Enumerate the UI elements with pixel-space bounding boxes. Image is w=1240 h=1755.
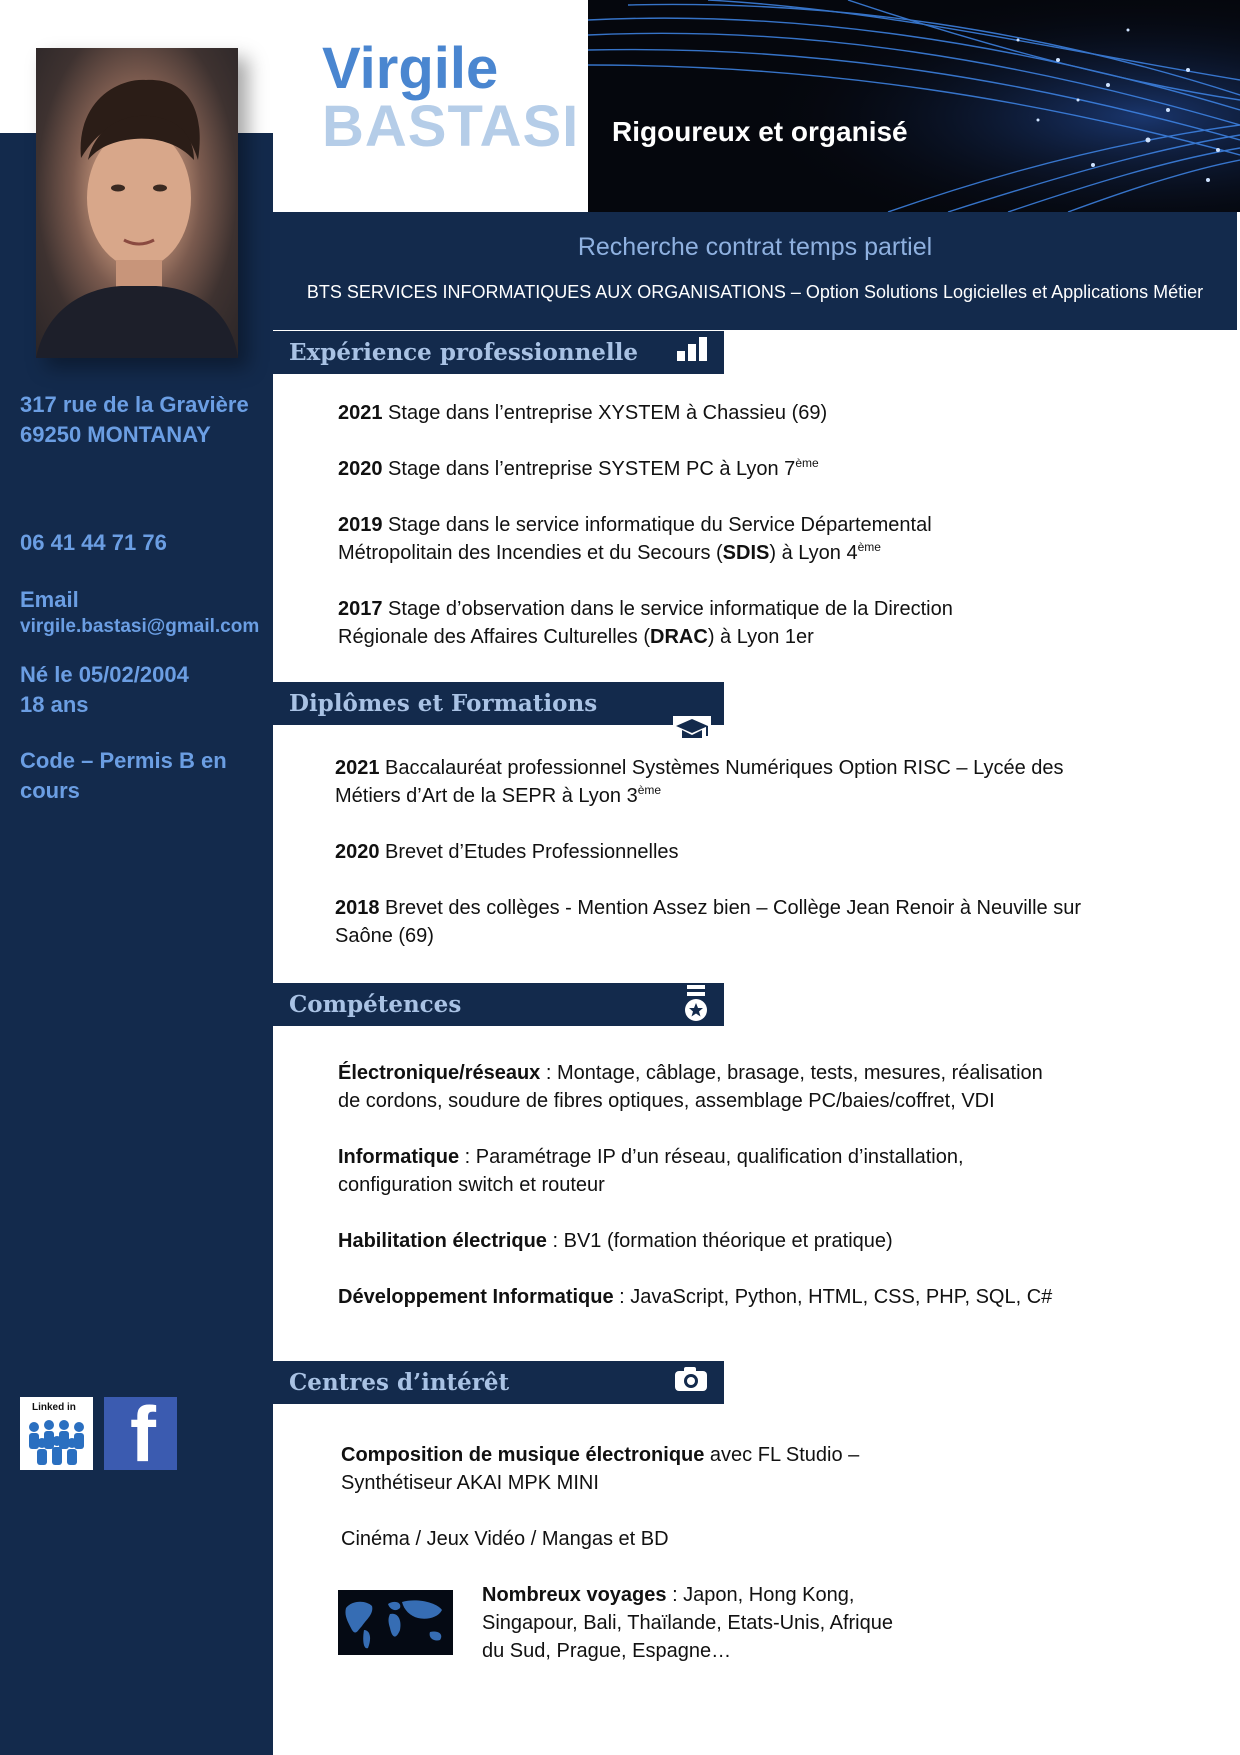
- address-line1: 317 rue de la Gravière: [20, 392, 249, 417]
- skill-text: configuration switch et routeur: [338, 1174, 605, 1196]
- education-year: 2018: [335, 897, 380, 919]
- email-address[interactable]: virgile.bastasi@gmail.com: [20, 616, 260, 637]
- camera-icon: [673, 1365, 709, 1393]
- section-interests-header: [273, 1361, 724, 1404]
- superscript: ème: [795, 456, 819, 470]
- tagline: Rigoureux et organisé: [612, 116, 908, 147]
- linkedin-icon[interactable]: [20, 1397, 93, 1470]
- section-skills-header: [273, 983, 724, 1026]
- interest-text: Singapour, Bali, Thaïlande, Etats-Unis, Afrique: [482, 1612, 893, 1634]
- education-item: [335, 754, 1064, 810]
- experience-item: [338, 399, 827, 427]
- skill-text: : JavaScript, Python, HTML, CSS, PHP, SQL, C#: [613, 1286, 1053, 1308]
- section-experience-header: [273, 331, 724, 374]
- experience-item: [338, 595, 953, 651]
- experience-year: 2017: [338, 598, 383, 620]
- medal-icon: [683, 985, 709, 1023]
- education-item: [335, 894, 1081, 950]
- interest-label: Nombreux voyages: [482, 1584, 667, 1606]
- interest-travel: [482, 1581, 893, 1665]
- education-year: 2020: [335, 841, 380, 863]
- experience-text: Stage d’observation dans le service informatique de la Direction: [382, 598, 953, 620]
- sidebar: [0, 133, 273, 1755]
- license-line2: cours: [20, 778, 80, 803]
- section-title: Centres d’intérêt: [289, 1369, 510, 1396]
- header-banner: [588, 0, 1240, 212]
- skill-text: : Montage, câblage, brasage, tests, mesures, réalisation: [540, 1062, 1043, 1084]
- experience-text: ) à Lyon 1er: [707, 626, 814, 648]
- skill-text: de cordons, soudure de fibres optiques, assemblage PC/baies/coffret, VDI: [338, 1090, 995, 1112]
- skill-text: : Paramétrage IP d’un réseau, qualification d’installation,: [459, 1146, 964, 1168]
- section-title: Expérience professionnelle: [289, 339, 639, 366]
- facebook-icon[interactable]: [104, 1390, 177, 1478]
- linkedin-label: Linked in: [32, 1402, 76, 1413]
- degree-subtitle: BTS SERVICES INFORMATIQUES AUX ORGANISATIONS – Option Solutions Logicielles et Applications Métier: [306, 282, 1204, 302]
- profile-photo: [36, 48, 238, 358]
- first-name: Virgile: [322, 36, 499, 101]
- contact-license: [20, 746, 227, 806]
- header-strip: [273, 212, 1237, 330]
- education-text: Brevet d’Etudes Professionnelles: [379, 841, 679, 863]
- experience-year: 2021: [338, 402, 383, 424]
- experience-acronym: DRAC: [650, 626, 708, 648]
- world-map-image: [338, 1590, 453, 1655]
- contact-birth: [20, 660, 189, 720]
- graduation-cap-icon: [673, 716, 711, 744]
- skill-item: [338, 1059, 1043, 1115]
- skill-label: Informatique: [338, 1146, 460, 1168]
- skill-item: [338, 1283, 1052, 1311]
- skill-item: [338, 1143, 964, 1199]
- superscript: ème: [637, 783, 662, 797]
- experience-text: Stage dans le service informatique du Service Départemental: [382, 514, 932, 536]
- experience-text: Stage dans l’entreprise SYSTEM PC à Lyon 7: [382, 458, 796, 480]
- contact-phone[interactable]: 06 41 44 71 76: [20, 530, 167, 555]
- interest-text: avec FL Studio –: [704, 1444, 860, 1466]
- skill-item: [338, 1227, 893, 1255]
- education-text: Baccalauréat professionnel Systèmes Numériques Option RISC – Lycée des: [379, 757, 1064, 779]
- education-text: Brevet des collèges - Mention Assez bien – Collège Jean Renoir à Neuville sur: [379, 897, 1081, 919]
- experience-item: [338, 455, 819, 483]
- experience-year: 2020: [338, 458, 383, 480]
- birth-date: Né le 05/02/2004: [20, 662, 189, 687]
- interest-text: du Sud, Prague, Espagne…: [482, 1640, 732, 1662]
- section-title: Compétences: [289, 991, 462, 1018]
- facebook-letter: f: [130, 1390, 156, 1478]
- experience-item: [338, 511, 932, 567]
- section-education-header: [273, 682, 724, 725]
- experience-acronym: SDIS: [722, 542, 770, 564]
- section-title: Diplômes et Formations: [289, 690, 598, 717]
- email-label: Email: [20, 587, 79, 612]
- education-text: Métiers d’Art de la SEPR à Lyon 3: [335, 785, 638, 807]
- last-name: BASTASI: [322, 94, 580, 159]
- interest-music: [341, 1441, 859, 1497]
- interest-text: Synthétiseur AKAI MPK MINI: [341, 1472, 599, 1494]
- experience-text: ) à Lyon 4: [769, 542, 858, 564]
- license-line1: Code – Permis B en: [20, 748, 227, 773]
- education-text: Saône (69): [335, 925, 434, 947]
- skill-text: : BV1 (formation théorique et pratique): [546, 1230, 893, 1252]
- address-line2: 69250 MONTANAY: [20, 422, 211, 447]
- interest-label: Composition de musique électronique: [341, 1444, 705, 1466]
- job-search-title: Recherche contrat temps partiel: [577, 233, 933, 261]
- superscript: ème: [857, 540, 881, 554]
- experience-text: Stage dans l’entreprise XYSTEM à Chassieu (69): [382, 402, 828, 424]
- education-item: [335, 838, 679, 866]
- skill-label: Habilitation électrique: [338, 1230, 547, 1252]
- age: 18 ans: [20, 692, 89, 717]
- experience-text: Régionale des Affaires Culturelles (: [338, 626, 651, 648]
- experience-text: Métropolitain des Incendies et du Secours (: [338, 542, 723, 564]
- interest-text: : Japon, Hong Kong,: [666, 1584, 855, 1606]
- education-year: 2021: [335, 757, 380, 779]
- contact-address: [20, 390, 249, 450]
- skill-label: Développement Informatique: [338, 1286, 614, 1308]
- experience-year: 2019: [338, 514, 383, 536]
- contact-email[interactable]: [20, 585, 259, 639]
- bar-chart-icon: [675, 335, 709, 365]
- skill-label: Électronique/réseaux: [338, 1062, 541, 1084]
- interest-culture: Cinéma / Jeux Vidéo / Mangas et BD: [341, 1528, 669, 1550]
